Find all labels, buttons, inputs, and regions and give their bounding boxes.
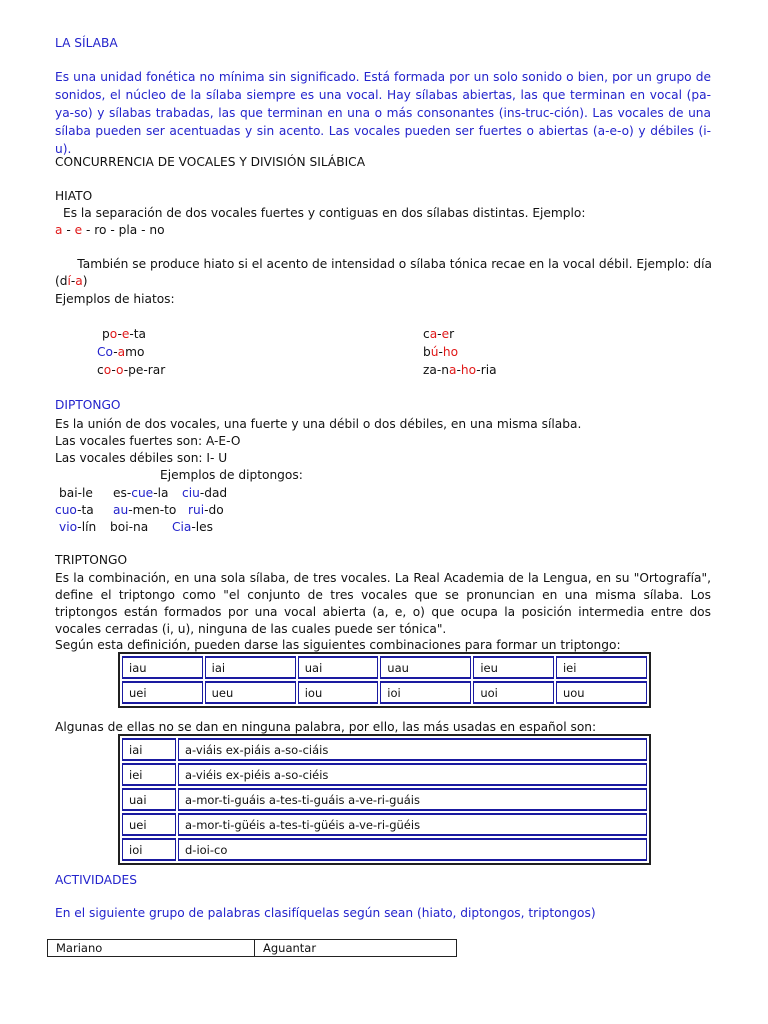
combination-cell: uou [556,681,647,704]
diptongo-examples-label: Ejemplos de diptongos: [160,468,303,482]
actividades-heading: ACTIVIDADES [55,873,137,887]
word-cell: Aguantar [255,940,457,957]
combination-cell: uei [122,681,203,704]
hiato-dia-example: (dí-a) [55,274,88,288]
hiato-example-aeroplano: a - e - ro - pla - no [55,223,165,237]
diptongo-heading: DIPTONGO [55,398,121,412]
intro-paragraph: Es una unidad fonética no mínima sin significado. Está formada por un solo sonido o bien, por un grupo de sonidos, el núcleo de la sílaba siempre es una vocal. Hay sílabas abiertas, las que terminan en vocal (pa-ya-so) y sílabas trabadas, las que terminan en una o más consonantes (ins-truc-ción). Las vocales de una sílaba pueden ser acentuadas y sin acento. Las vocales pueden ser fuertes o abiertas (a-e-o) y débiles (i-u). [55,70,711,156]
diptongo-example-ciales: Cia-les [172,520,214,534]
table-row [122,788,647,811]
combo-cell: iai [122,738,176,761]
actividades-instruction: En el siguiente grupo de palabras clasifíquelas según sean (hiato, diptongos, triptongos) [55,906,596,920]
combination-cell: ioi [380,681,471,704]
concurrencia-heading: CONCURRENCIA DE VOCALES Y DIVISIÓN SILÁBICA [55,155,366,169]
diptongo-definition: Es la unión de dos vocales, una fuerte y una débil o dos débiles, en una misma sílaba. [55,417,582,431]
triptongo-heading: TRIPTONGO [55,553,128,567]
triptongo-paragraph: Es la combinación, en una sola sílaba, de tres vocales. La Real Academia de la Lengua, en su "Ortografía", define el triptongo como "el conjunto de tres vocales que se pronuncian en una misma sílaba. Los triptongos están formados por una vocal abierta (a, e, o) que ocupa la posición intermedia entre dos vocales cerradas (i, u), ninguna de las cuales puede ser tónica". [55,571,711,636]
triptongo-used-intro: Algunas de ellas no se dan en ninguna palabra, por ello, las más usadas en español son: [55,720,597,734]
hiato-example-cooperar: co-o-pe-rar [97,363,166,377]
title: LA SÍLABA [55,36,118,50]
combination-cell: ieu [473,656,554,679]
table-row [122,813,647,836]
combination-cell: iau [122,656,203,679]
combo-cell: uei [122,813,176,836]
combination-cell: uai [298,656,379,679]
combination-cell: iou [298,681,379,704]
diptongo-example-aumento: au-men-to [113,503,177,517]
combinations-body [122,656,647,704]
diptongo-example-ruido: rui-do [188,503,224,517]
table-row [122,838,647,861]
diptongo-example-baile: bai-le [59,486,93,500]
diptongo-strong-vowels: Las vocales fuertes son: A-E-O [55,434,241,448]
diptongo-example-violin: vio-lín [59,520,97,534]
table-row [122,763,647,786]
combination-cell: uau [380,656,471,679]
diptongo-weak-vowels: Las vocales débiles son: I- U [55,451,228,465]
combination-cell: uoi [473,681,554,704]
combination-cell: iai [205,656,296,679]
table-row [122,738,647,761]
hiato-definition: Es la separación de dos vocales fuertes y contiguas en dos sílabas distintas. Ejemplo: [63,206,586,220]
hiato-example-poeta: po-e-ta [102,327,146,341]
triptongo-combinations-table [118,652,651,708]
table-row [122,681,647,704]
words-cell: a-mor-ti-guáis a-tes-ti-guáis a-ve-ri-guáis [178,788,647,811]
triptongo-used-table [118,734,651,865]
diptongo-example-escuela: es-cue-la [113,486,169,500]
word-cell: Mariano [48,940,255,957]
combo-cell: ioi [122,838,176,861]
table-row [122,656,647,679]
hiato-examples-label: Ejemplos de hiatos: [55,292,175,306]
actividades-words-table [47,939,457,957]
hiato-example-buho: bú-ho [423,345,459,359]
combination-cell: ueu [205,681,296,704]
words-cell: d-ioi-co [178,838,647,861]
words-cell: a-mor-ti-güéis a-tes-ti-güéis a-ve-ri-güéis [178,813,647,836]
triptongo-combos-intro: Según esta definición, pueden darse las siguientes combinaciones para formar un triptongo: [55,638,621,652]
table-row [48,940,457,957]
diptongo-example-cuota: cuo-ta [55,503,94,517]
words-cell: a-viéis ex-piéis a-so-ciéis [178,763,647,786]
used-body [122,738,647,861]
hiato-heading: HIATO [55,189,93,203]
diptongo-example-boina: boi-na [110,520,149,534]
hiato-also-text: También se produce hiato si el acento de intensidad o sílaba tónica recae en la vocal débil. Ejemplo: día [77,257,712,271]
diptongo-example-ciudad: ciu-dad [182,486,228,500]
hiato-example-coamo: Co-amo [97,345,145,359]
hiato-example-caer: ca-er [423,327,455,341]
words-cell: a-viáis ex-piáis a-so-ciáis [178,738,647,761]
combo-cell: iei [122,763,176,786]
hiato-example-zanahoria: za-na-ho-ria [423,363,497,377]
combo-cell: uai [122,788,176,811]
combination-cell: iei [556,656,647,679]
